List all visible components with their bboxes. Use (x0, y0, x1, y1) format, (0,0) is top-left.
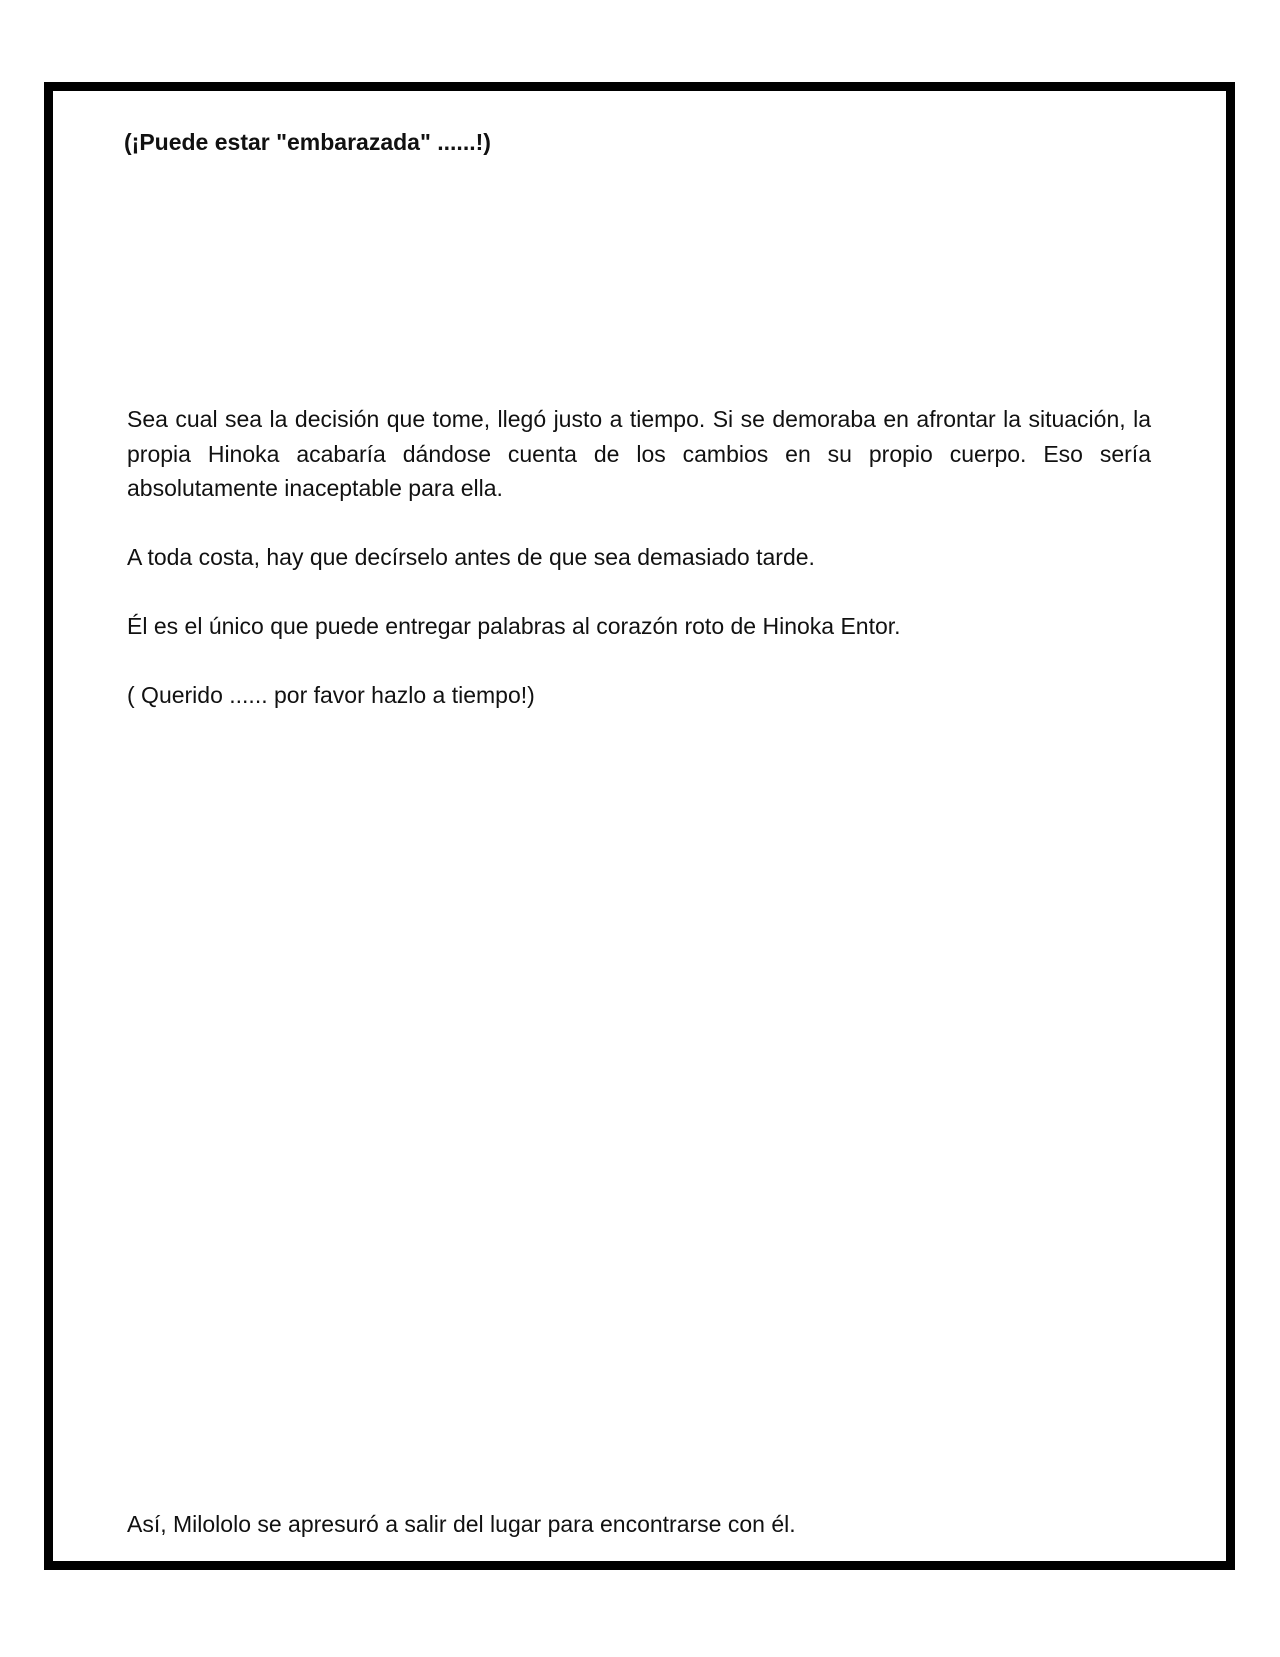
paragraph-milololo-leaves: Así, Milololo se apresuró a salir del lugar para encontrarse con él. (127, 1511, 796, 1537)
page-frame (44, 82, 1235, 1570)
thought-text-dear: ( Querido ...... por favor hazlo a tiempo!) (127, 682, 535, 708)
thought-text-pregnant: (¡Puede estar "embarazada" ......!) (124, 129, 491, 155)
paragraph-tell-him: A toda costa, hay que decírselo antes de que sea demasiado tarde. (127, 544, 815, 570)
paragraph-only-one: Él es el único que puede entregar palabras al corazón roto de Hinoka Entor. (127, 613, 901, 639)
paragraph-decision: Sea cual sea la decisión que tome, llegó justo a tiempo. Si se demoraba en afrontar la situación, la propia Hinoka acabaría dándose cuenta de los cambios en su propio cuerpo. Eso sería absolutamente inaceptable para ella. (127, 406, 1151, 501)
